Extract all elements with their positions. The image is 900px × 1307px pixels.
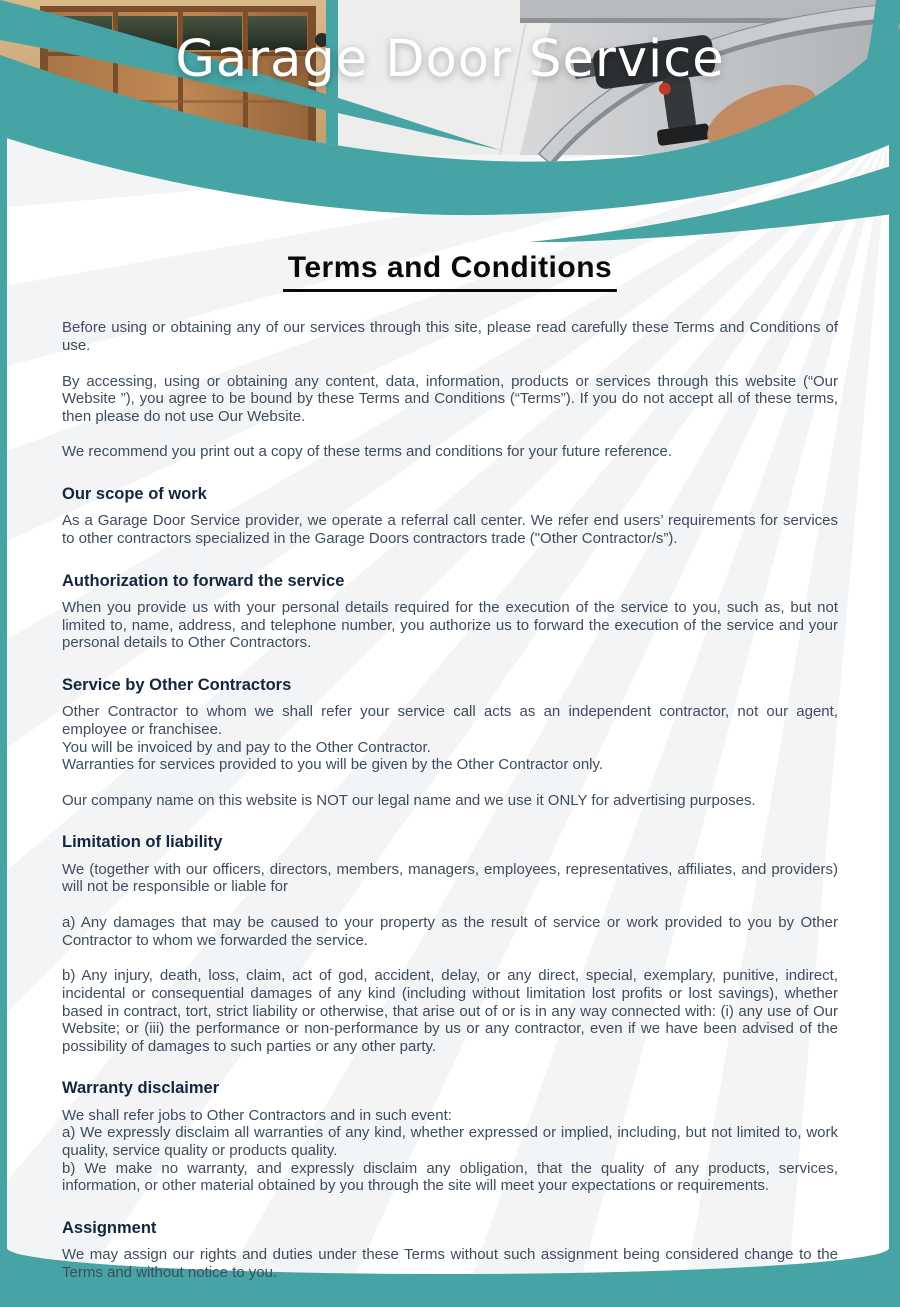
section-service-by-other-contractors [62, 676, 838, 810]
section-heading: Service by Other Contractors [62, 675, 292, 694]
section-heading: Warranty disclaimer [62, 1079, 220, 1098]
section-heading: Authorization to forward the service [62, 571, 345, 590]
intro-paragraph: We recommend you print out a copy of these terms and conditions for your future reference. [62, 443, 673, 461]
paragraph: a) We expressly disclaim all warranties of any kind, whether expressed or implied, including, but not limited to, work quality, service quality or products quality. [62, 1124, 838, 1159]
intro-paragraph: By accessing, using or obtaining any content, data, information, products or services through this website (“Our Website ”), you agree to be bound by these Terms and Conditions (“Terms”). If you do not accept all of these terms, then please do not use Our Website. [62, 372, 838, 425]
paragraph: Other Contractor to whom we shall refer your service call acts as an independent contractor, not our agent, employee or franchisee. [62, 703, 838, 738]
paragraph: As a Garage Door Service provider, we operate a referral call center. We refer end users’ requirements for services to other contractors specialized in the Garage Doors contractors trade ("Other Contractor/s”). [62, 512, 838, 547]
paragraph: When you provide us with your personal details required for the execution of the service to you, such as, but not limited to, name, address, and telephone number, you authorize us to forward the execution of the service and your personal details to Other Contractors. [62, 599, 838, 652]
section-heading: Limitation of liability [62, 833, 223, 852]
paragraph: We shall refer jobs to Other Contractors and in such event: [62, 1106, 452, 1124]
paragraph: b) Any injury, death, loss, claim, act of god, accident, delay, or any direct, special, exemplary, punitive, indirect, incidental or consequential damages of any kind (including without limitation lost profits or lost savings), whether based in contract, tort, strict liability or otherwise, that arise out of or is in any way connected with: (i) any use of Our Website; or (iii) the performance or non-performance by us or any contractor, even if we have been advised of the possibility of damages to such parties or any other party. [62, 967, 838, 1055]
paragraph: b) We make no warranty, and expressly disclaim any obligation, that the quality of any products, services, information, or other material obtained by you through the site will meet your expectations or requirements. [62, 1159, 838, 1195]
paragraph: You will be invoiced by and pay to the Other Contractor. [62, 738, 431, 756]
section-limitation-of-liability [62, 833, 838, 1055]
site-title: Garage Door Service [175, 30, 725, 89]
paragraph: a) Any damages that may be caused to your property as the result of service or work provided to you by Other Contractor to whom we forwarded the service. [62, 914, 838, 949]
paragraph: Warranties for services provided to you will be given by the Other Contractor only. [62, 756, 604, 774]
paragraph: We (together with our officers, directors, members, managers, employees, representatives, affiliates, and providers) will not be responsible or liable for [62, 860, 838, 896]
page-title [62, 250, 838, 292]
section-heading: Our scope of work [62, 485, 207, 503]
page-title-text: Terms and Conditions [283, 250, 617, 292]
section-heading: Assignment [62, 1218, 157, 1237]
section-assignment [62, 1219, 838, 1282]
paragraph: We may assign our rights and duties under these Terms without such assignment being considered change to the Terms and without notice to you. [62, 1246, 838, 1281]
intro-paragraph: Before using or obtaining any of our services through this site, please read carefully these Terms and Conditions of use. [62, 319, 838, 354]
section-authorization-to-forward-the-service [62, 572, 838, 652]
section-our-scope-of-work [62, 485, 838, 548]
section-warranty-disclaimer [62, 1079, 838, 1195]
paragraph: Our company name on this website is NOT our legal name and we use it ONLY for advertising purposes. [62, 791, 756, 809]
